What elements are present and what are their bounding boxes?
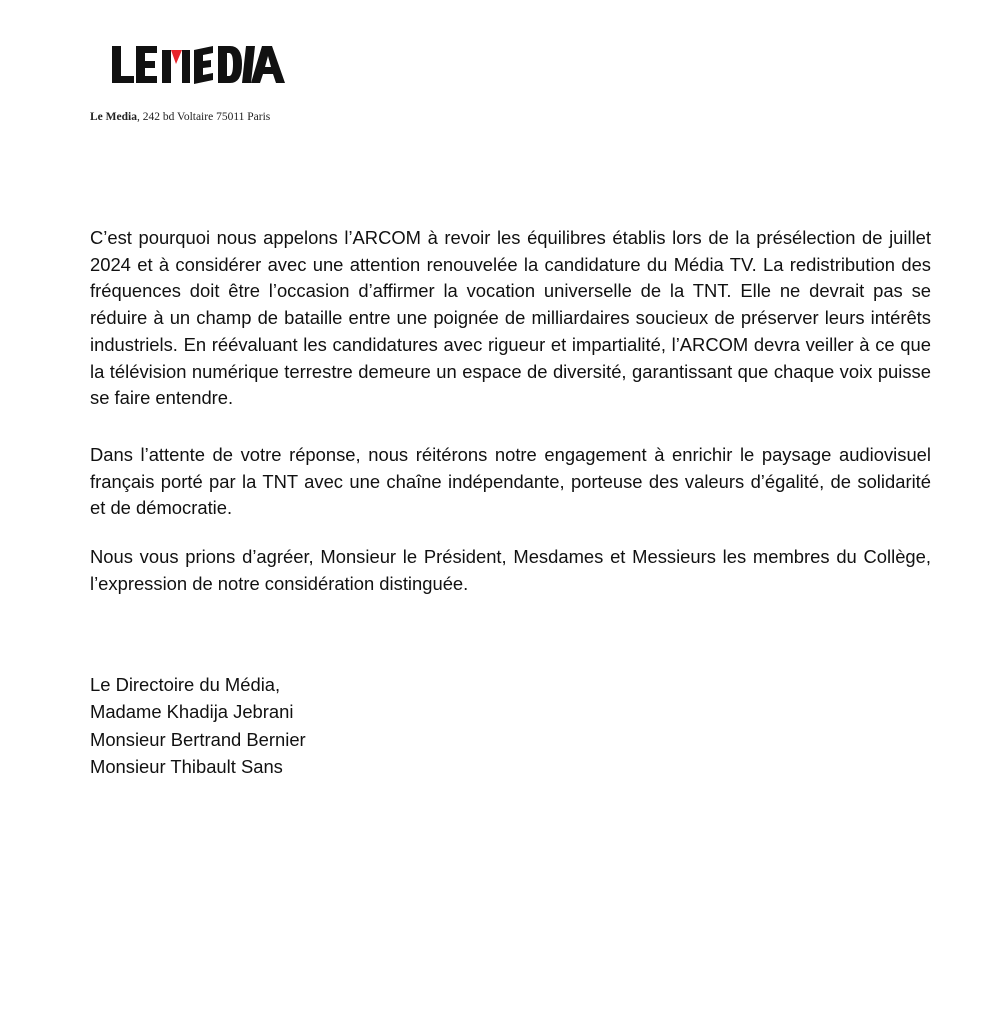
letter-paragraph-3: Nous vous prions d’agréer, Monsieur le Président, Mesdames et Messieurs les membres du Collège, l’expression de notre considération distinguée. <box>90 546 931 594</box>
signature-block <box>90 671 306 781</box>
sender-address: , 242 bd Voltaire 75011 Paris <box>136 111 271 123</box>
sender-name: Le Media <box>90 111 137 123</box>
signature-line-2: Madame Khadija Jebrani <box>90 701 294 723</box>
sender-address-line <box>90 111 270 123</box>
le-media-logo <box>110 42 288 86</box>
letter-paragraph-1: C’est pourquoi nous appelons l’ARCOM à revoir les équilibres établis lors de la présélection de juillet 2024 et à considérer avec une attention renouvelée la candidature du Média TV. La redistribution des fréquences doit être l’occasion d’affirmer la vocation universelle de la TNT. Elle ne devrait pas se réduire à un champ de bataille entre une poignée de milliardaires soucieux de préserver leurs intérêts industriels. En réévaluant les candidatures avec rigueur et impartialité, l’ARCOM devra veiller à ce que la télévision numérique terrestre demeure un espace de diversité, garantissant que chaque voix puisse se faire entendre. <box>90 227 931 409</box>
signature-line-4: Monsieur Thibault Sans <box>90 756 283 778</box>
letter-paragraph-2: Dans l’attente de votre réponse, nous réitérons notre engagement à enrichir le paysage audiovisuel français porté par la TNT avec une chaîne indépendante, porteuse des valeurs d’égalité, de solidarité et de démocratie. <box>90 444 931 519</box>
signature-line-1: Le Directoire du Média, <box>90 674 281 695</box>
signature-line-3: Monsieur Bertrand Bernier <box>90 728 306 750</box>
